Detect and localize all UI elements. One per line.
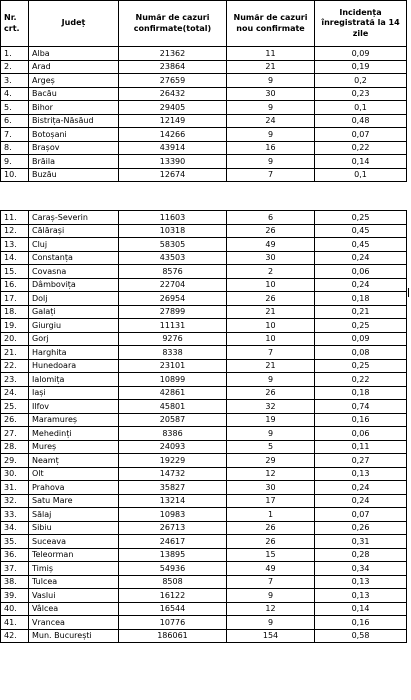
row-number: 28. — [1, 440, 29, 454]
table-row — [1, 481, 407, 495]
incidence-value: 0,1 — [315, 168, 407, 182]
total-cases: 43914 — [119, 141, 227, 155]
county-name: Ilfov — [29, 400, 119, 414]
row-number: 19. — [1, 319, 29, 333]
incidence-value: 0,22 — [315, 141, 407, 155]
row-number: 29. — [1, 454, 29, 468]
total-cases: 8576 — [119, 265, 227, 279]
incidence-value: 0,26 — [315, 521, 407, 535]
incidence-value: 0,2 — [315, 74, 407, 88]
row-number: 27. — [1, 427, 29, 441]
row-number: 2. — [1, 60, 29, 74]
incidence-value: 0,13 — [315, 589, 407, 603]
incidence-value: 0,48 — [315, 114, 407, 128]
incidence-value: 0,45 — [315, 224, 407, 238]
total-cases: 12674 — [119, 168, 227, 182]
new-cases: 9 — [227, 427, 315, 441]
county-name: Călărași — [29, 224, 119, 238]
new-cases: 26 — [227, 224, 315, 238]
total-cases: 10318 — [119, 224, 227, 238]
county-name: Caraș-Severin — [29, 211, 119, 225]
new-cases: 30 — [227, 87, 315, 101]
new-cases: 26 — [227, 535, 315, 549]
incidence-value: 0,24 — [315, 251, 407, 265]
incidence-value: 0,09 — [315, 47, 407, 61]
header-nr: Nr. crt. — [1, 1, 29, 47]
total-cases: 10899 — [119, 373, 227, 387]
incidence-value: 0,07 — [315, 508, 407, 522]
table-row — [1, 400, 407, 414]
table-row — [1, 427, 407, 441]
row-number: 11. — [1, 211, 29, 225]
total-cases: 13214 — [119, 494, 227, 508]
county-name: Bihor — [29, 101, 119, 115]
total-cases: 19229 — [119, 454, 227, 468]
table-row — [1, 575, 407, 589]
table-row — [1, 141, 407, 155]
new-cases: 154 — [227, 629, 315, 643]
row-number: 9. — [1, 155, 29, 169]
table-row — [1, 602, 407, 616]
row-number: 3. — [1, 74, 29, 88]
table-row — [1, 128, 407, 142]
table-row — [1, 101, 407, 115]
incidence-value: 0,22 — [315, 373, 407, 387]
table-row — [1, 114, 407, 128]
total-cases: 16122 — [119, 589, 227, 603]
incidence-value: 0,25 — [315, 319, 407, 333]
new-cases: 49 — [227, 562, 315, 576]
row-number: 25. — [1, 400, 29, 414]
total-cases: 54936 — [119, 562, 227, 576]
county-name: Mun. București — [29, 629, 119, 643]
table-row — [1, 521, 407, 535]
county-name: Constanța — [29, 251, 119, 265]
county-name: Galați — [29, 305, 119, 319]
county-name: Cluj — [29, 238, 119, 252]
row-number: 31. — [1, 481, 29, 495]
row-number: 22. — [1, 359, 29, 373]
counties-table-part-2 — [0, 210, 407, 643]
total-cases: 186061 — [119, 629, 227, 643]
row-number: 41. — [1, 616, 29, 630]
incidence-value: 0,24 — [315, 481, 407, 495]
row-number: 12. — [1, 224, 29, 238]
table-row — [1, 508, 407, 522]
new-cases: 10 — [227, 332, 315, 346]
row-number: 21. — [1, 346, 29, 360]
table-row — [1, 211, 407, 225]
table-row — [1, 373, 407, 387]
new-cases: 7 — [227, 346, 315, 360]
table-row — [1, 346, 407, 360]
total-cases: 11603 — [119, 211, 227, 225]
total-cases: 14732 — [119, 467, 227, 481]
county-name: Brăila — [29, 155, 119, 169]
row-number: 5. — [1, 101, 29, 115]
table-header-row — [1, 1, 407, 47]
table-row — [1, 155, 407, 169]
table-row — [1, 278, 407, 292]
row-number: 4. — [1, 87, 29, 101]
incidence-value: 0,28 — [315, 548, 407, 562]
incidence-value: 0,1 — [315, 101, 407, 115]
incidence-value: 0,13 — [315, 575, 407, 589]
incidence-value: 0,25 — [315, 211, 407, 225]
total-cases: 26713 — [119, 521, 227, 535]
new-cases: 30 — [227, 251, 315, 265]
total-cases: 21362 — [119, 47, 227, 61]
row-number: 40. — [1, 602, 29, 616]
county-name: Olt — [29, 467, 119, 481]
incidence-value: 0,34 — [315, 562, 407, 576]
incidence-value: 0,06 — [315, 427, 407, 441]
row-number: 20. — [1, 332, 29, 346]
county-name: Satu Mare — [29, 494, 119, 508]
table-row — [1, 251, 407, 265]
row-number: 34. — [1, 521, 29, 535]
county-name: Brașov — [29, 141, 119, 155]
county-name: Arad — [29, 60, 119, 74]
incidence-value: 0,18 — [315, 386, 407, 400]
total-cases: 9276 — [119, 332, 227, 346]
total-cases: 13390 — [119, 155, 227, 169]
table-row — [1, 467, 407, 481]
incidence-value: 0,31 — [315, 535, 407, 549]
incidence-value: 0,14 — [315, 602, 407, 616]
table-row — [1, 548, 407, 562]
row-number: 26. — [1, 413, 29, 427]
new-cases: 26 — [227, 521, 315, 535]
row-number: 33. — [1, 508, 29, 522]
total-cases: 8508 — [119, 575, 227, 589]
total-cases: 10983 — [119, 508, 227, 522]
county-name: Alba — [29, 47, 119, 61]
new-cases: 15 — [227, 548, 315, 562]
new-cases: 24 — [227, 114, 315, 128]
county-name: Teleorman — [29, 548, 119, 562]
table-row — [1, 386, 407, 400]
county-name: Iași — [29, 386, 119, 400]
total-cases: 8386 — [119, 427, 227, 441]
total-cases: 42861 — [119, 386, 227, 400]
county-name: Vâlcea — [29, 602, 119, 616]
incidence-value: 0,24 — [315, 494, 407, 508]
total-cases: 10776 — [119, 616, 227, 630]
new-cases: 2 — [227, 265, 315, 279]
row-number: 18. — [1, 305, 29, 319]
new-cases: 21 — [227, 359, 315, 373]
new-cases: 7 — [227, 168, 315, 182]
total-cases: 23864 — [119, 60, 227, 74]
total-cases: 22704 — [119, 278, 227, 292]
row-number: 8. — [1, 141, 29, 155]
new-cases: 9 — [227, 589, 315, 603]
table-row — [1, 238, 407, 252]
county-name: Bacău — [29, 87, 119, 101]
header-judet: Județ — [29, 1, 119, 47]
total-cases: 45801 — [119, 400, 227, 414]
row-number: 15. — [1, 265, 29, 279]
total-cases: 24617 — [119, 535, 227, 549]
incidence-value: 0,27 — [315, 454, 407, 468]
incidence-value: 0,11 — [315, 440, 407, 454]
county-name: Bistrița-Năsăud — [29, 114, 119, 128]
new-cases: 26 — [227, 386, 315, 400]
header-nou: Număr de cazuri nou confirmate — [227, 1, 315, 47]
row-number: 23. — [1, 373, 29, 387]
row-number: 14. — [1, 251, 29, 265]
table-row — [1, 535, 407, 549]
table-row — [1, 562, 407, 576]
row-number: 32. — [1, 494, 29, 508]
new-cases: 6 — [227, 211, 315, 225]
county-name: Gorj — [29, 332, 119, 346]
total-cases: 12149 — [119, 114, 227, 128]
county-name: Vaslui — [29, 589, 119, 603]
table-row — [1, 47, 407, 61]
incidence-value: 0,07 — [315, 128, 407, 142]
row-number: 30. — [1, 467, 29, 481]
new-cases: 10 — [227, 319, 315, 333]
county-name: Maramureș — [29, 413, 119, 427]
county-name: Hunedoara — [29, 359, 119, 373]
total-cases: 26954 — [119, 292, 227, 306]
counties-table-part-1 — [0, 0, 407, 182]
row-number: 10. — [1, 168, 29, 182]
new-cases: 19 — [227, 413, 315, 427]
new-cases: 29 — [227, 454, 315, 468]
table-row — [1, 359, 407, 373]
table-row — [1, 616, 407, 630]
total-cases: 11131 — [119, 319, 227, 333]
total-cases: 14266 — [119, 128, 227, 142]
new-cases: 9 — [227, 616, 315, 630]
new-cases: 30 — [227, 481, 315, 495]
row-number: 35. — [1, 535, 29, 549]
new-cases: 9 — [227, 373, 315, 387]
new-cases: 9 — [227, 74, 315, 88]
table-row — [1, 319, 407, 333]
county-name: Neamț — [29, 454, 119, 468]
total-cases: 24093 — [119, 440, 227, 454]
new-cases: 12 — [227, 467, 315, 481]
table-row — [1, 168, 407, 182]
total-cases: 13895 — [119, 548, 227, 562]
new-cases: 32 — [227, 400, 315, 414]
county-name: Dolj — [29, 292, 119, 306]
new-cases: 26 — [227, 292, 315, 306]
county-name: Harghita — [29, 346, 119, 360]
county-name: Buzău — [29, 168, 119, 182]
total-cases: 27659 — [119, 74, 227, 88]
new-cases: 12 — [227, 602, 315, 616]
new-cases: 10 — [227, 278, 315, 292]
incidence-value: 0,24 — [315, 278, 407, 292]
total-cases: 58305 — [119, 238, 227, 252]
incidence-value: 0,58 — [315, 629, 407, 643]
table-row — [1, 589, 407, 603]
county-name: Timiș — [29, 562, 119, 576]
incidence-value: 0,18 — [315, 292, 407, 306]
incidence-value: 0,74 — [315, 400, 407, 414]
incidence-value: 0,23 — [315, 87, 407, 101]
table-row — [1, 74, 407, 88]
table-row — [1, 454, 407, 468]
row-number: 36. — [1, 548, 29, 562]
table-row — [1, 292, 407, 306]
total-cases: 26432 — [119, 87, 227, 101]
row-number: 38. — [1, 575, 29, 589]
new-cases: 9 — [227, 101, 315, 115]
new-cases: 49 — [227, 238, 315, 252]
row-number: 24. — [1, 386, 29, 400]
row-number: 17. — [1, 292, 29, 306]
new-cases: 21 — [227, 305, 315, 319]
county-name: Mehedinți — [29, 427, 119, 441]
incidence-value: 0,45 — [315, 238, 407, 252]
county-name: Sibiu — [29, 521, 119, 535]
table-row — [1, 440, 407, 454]
header-incidenta: Incidența înregistrată la 14 zile — [315, 1, 407, 47]
table-row — [1, 332, 407, 346]
incidence-value: 0,16 — [315, 413, 407, 427]
total-cases: 8338 — [119, 346, 227, 360]
row-number: 13. — [1, 238, 29, 252]
total-cases: 35827 — [119, 481, 227, 495]
total-cases: 29405 — [119, 101, 227, 115]
total-cases: 23101 — [119, 359, 227, 373]
table-row — [1, 629, 407, 643]
county-name: Prahova — [29, 481, 119, 495]
table-row — [1, 224, 407, 238]
incidence-value: 0,25 — [315, 359, 407, 373]
incidence-value: 0,13 — [315, 467, 407, 481]
new-cases: 7 — [227, 575, 315, 589]
row-number: 39. — [1, 589, 29, 603]
table-row — [1, 265, 407, 279]
county-name: Covasna — [29, 265, 119, 279]
edge-mark — [408, 288, 409, 297]
row-number: 16. — [1, 278, 29, 292]
incidence-value: 0,14 — [315, 155, 407, 169]
new-cases: 17 — [227, 494, 315, 508]
total-cases: 27899 — [119, 305, 227, 319]
row-number: 1. — [1, 47, 29, 61]
table-row — [1, 494, 407, 508]
incidence-value: 0,21 — [315, 305, 407, 319]
table-row — [1, 305, 407, 319]
new-cases: 5 — [227, 440, 315, 454]
county-name: Vrancea — [29, 616, 119, 630]
new-cases: 9 — [227, 128, 315, 142]
total-cases: 43503 — [119, 251, 227, 265]
new-cases: 21 — [227, 60, 315, 74]
row-number: 6. — [1, 114, 29, 128]
new-cases: 11 — [227, 47, 315, 61]
county-name: Mureș — [29, 440, 119, 454]
county-name: Ialomița — [29, 373, 119, 387]
county-name: Sălaj — [29, 508, 119, 522]
incidence-value: 0,19 — [315, 60, 407, 74]
row-number: 42. — [1, 629, 29, 643]
table-row — [1, 413, 407, 427]
table-row — [1, 87, 407, 101]
table-row — [1, 60, 407, 74]
county-name: Dâmbovița — [29, 278, 119, 292]
total-cases: 20587 — [119, 413, 227, 427]
header-total: Număr de cazuri confirmate(total) — [119, 1, 227, 47]
new-cases: 9 — [227, 155, 315, 169]
row-number: 37. — [1, 562, 29, 576]
incidence-value: 0,09 — [315, 332, 407, 346]
incidence-value: 0,08 — [315, 346, 407, 360]
new-cases: 16 — [227, 141, 315, 155]
county-name: Tulcea — [29, 575, 119, 589]
row-number: 7. — [1, 128, 29, 142]
county-name: Argeș — [29, 74, 119, 88]
incidence-value: 0,16 — [315, 616, 407, 630]
county-name: Giurgiu — [29, 319, 119, 333]
incidence-value: 0,06 — [315, 265, 407, 279]
county-name: Botoșani — [29, 128, 119, 142]
total-cases: 16544 — [119, 602, 227, 616]
county-name: Suceava — [29, 535, 119, 549]
new-cases: 1 — [227, 508, 315, 522]
